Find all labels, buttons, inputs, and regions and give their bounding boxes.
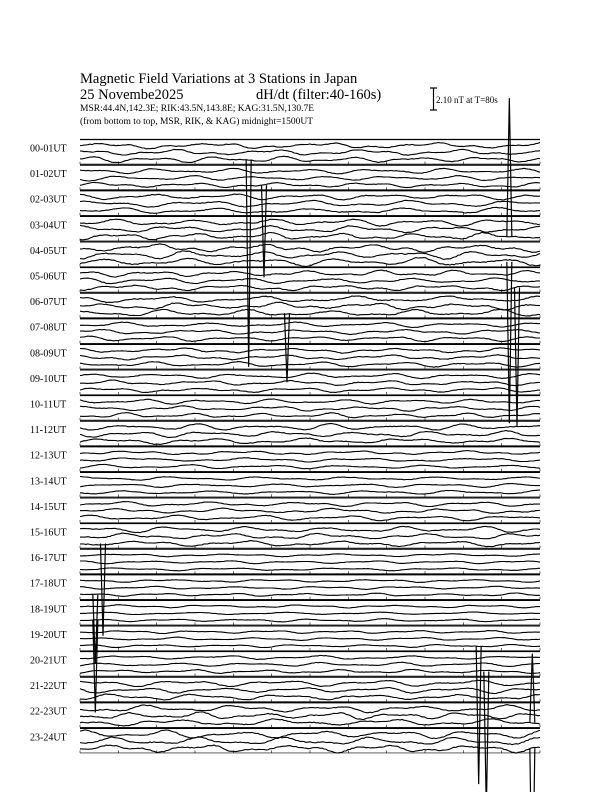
trace-kag (80, 168, 540, 174)
hour-row (30, 652, 540, 792)
trace-kag (80, 502, 540, 507)
row-label: 03-04UT (30, 220, 67, 232)
disturbance-spike (530, 748, 535, 792)
hour-row (30, 626, 540, 784)
trace-kag (80, 554, 540, 557)
hour-row (30, 677, 540, 702)
row-label: 20-21UT (30, 655, 67, 667)
trace-rik (80, 380, 540, 386)
trace-kag (80, 631, 540, 634)
row-label: 17-18UT (30, 578, 67, 590)
row-label: 22-23UT (30, 706, 67, 718)
trace-rik (80, 149, 540, 155)
disturbance-spike (515, 288, 520, 426)
hour-row (30, 396, 540, 421)
trace-rik (80, 431, 540, 438)
trace-kag (80, 424, 540, 431)
row-label: 10-11UT (30, 399, 67, 411)
row-label: 07-08UT (30, 322, 67, 334)
trace-msr (80, 336, 540, 341)
hour-row (30, 549, 540, 574)
trace-msr (80, 207, 540, 213)
trace-kag (80, 526, 540, 532)
trace-rik (80, 533, 540, 539)
hour-row (30, 191, 540, 216)
trace-kag (80, 348, 540, 354)
trace-rik (80, 561, 540, 564)
hour-row (30, 344, 540, 369)
disturbance-spike (507, 262, 512, 423)
trace-msr (80, 156, 540, 162)
row-label: 06-07UT (30, 297, 67, 309)
trace-rik (80, 200, 540, 207)
row-label: 12-13UT (30, 450, 67, 462)
row-label: 01-02UT (30, 169, 67, 181)
trace-msr (80, 645, 540, 648)
trace-kag (80, 477, 540, 481)
trace-msr (80, 593, 540, 596)
trace-kag (80, 322, 540, 327)
row-label: 14-15UT (30, 501, 67, 513)
trace-msr (80, 619, 540, 622)
row-label: 05-06UT (30, 271, 67, 283)
row-label: 21-22UT (30, 681, 67, 693)
trace-msr (80, 362, 540, 368)
trace-rik (80, 302, 540, 310)
trace-kag (80, 451, 540, 455)
row-label: 19-20UT (30, 629, 67, 641)
trace-rik (80, 484, 540, 488)
trace-kag (80, 605, 540, 608)
trace-rik (80, 737, 540, 745)
trace-msr (80, 515, 540, 521)
trace-rik (80, 355, 540, 360)
hour-row (30, 498, 540, 523)
trace-kag (80, 194, 540, 200)
trace-kag (80, 296, 540, 302)
station-coordinates: MSR:44.4N,142.3E; RIK:43.5N,143.8E; KAG:31.5N,130.7E (80, 104, 315, 114)
hour-row (30, 654, 540, 728)
trace-msr (80, 568, 540, 571)
trace-msr (80, 309, 540, 316)
trace-msr (80, 388, 540, 393)
hour-row (30, 370, 540, 395)
disturbance-spike (93, 620, 98, 712)
trace-rik (80, 662, 540, 666)
trace-rik (80, 586, 540, 589)
hour-row (30, 728, 540, 792)
hour-row (30, 472, 540, 497)
row-label: 08-09UT (30, 348, 67, 360)
trace-rik (80, 278, 540, 284)
trace-msr (80, 669, 540, 673)
trace-msr (80, 694, 540, 700)
trace-rik (80, 508, 540, 513)
hour-row (30, 447, 540, 472)
row-label: 18-19UT (30, 604, 67, 616)
trace-kag (80, 399, 540, 404)
row-label: 00-01UT (30, 143, 67, 155)
trace-kag (80, 270, 540, 277)
row-label: 16-17UT (30, 553, 67, 565)
trace-kag (80, 730, 540, 739)
row-label: 09-10UT (30, 373, 67, 385)
trace-rik (80, 406, 540, 411)
row-label: 02-03UT (30, 194, 67, 206)
trace-msr (80, 182, 540, 187)
row-label: 13-14UT (30, 476, 67, 488)
scale-label: 2.10 nT at T=80s (436, 95, 498, 105)
trace-order-note: (from bottom to top, MSR, RIK, & KAG) midnight=1500UT (80, 117, 314, 127)
trace-kag (80, 244, 540, 253)
trace-kag (80, 373, 540, 379)
row-label: 04-05UT (30, 245, 67, 257)
trace-rik (80, 712, 540, 720)
trace-kag (80, 219, 540, 226)
row-label: 15-16UT (30, 527, 67, 539)
hour-row (30, 421, 540, 446)
trace-msr (80, 413, 540, 418)
trace-kag (80, 143, 540, 149)
chart-date: 25 Novembe2025 (80, 87, 184, 103)
trace-kag (80, 580, 540, 583)
trace-rik (80, 251, 540, 260)
trace-msr (80, 464, 540, 468)
disturbance-spike (484, 672, 489, 792)
trace-rik (80, 458, 540, 462)
trace-rik (80, 225, 540, 233)
trace-rik (80, 329, 540, 334)
trace-kag (80, 680, 540, 686)
trace-rik (80, 176, 540, 181)
trace-rik (80, 637, 540, 640)
trace-msr (80, 490, 540, 494)
trace-rik (80, 612, 540, 614)
chart-title: Magnetic Field Variations at 3 Stations in Japan (80, 71, 358, 87)
row-label: 23-24UT (30, 732, 67, 744)
trace-kag (80, 655, 540, 659)
trace-rik (80, 688, 540, 694)
trace-kag (80, 705, 540, 713)
chart-quantity: dH/dt (filter:40-160s) (256, 87, 382, 103)
row-label: 11-12UT (30, 425, 67, 437)
